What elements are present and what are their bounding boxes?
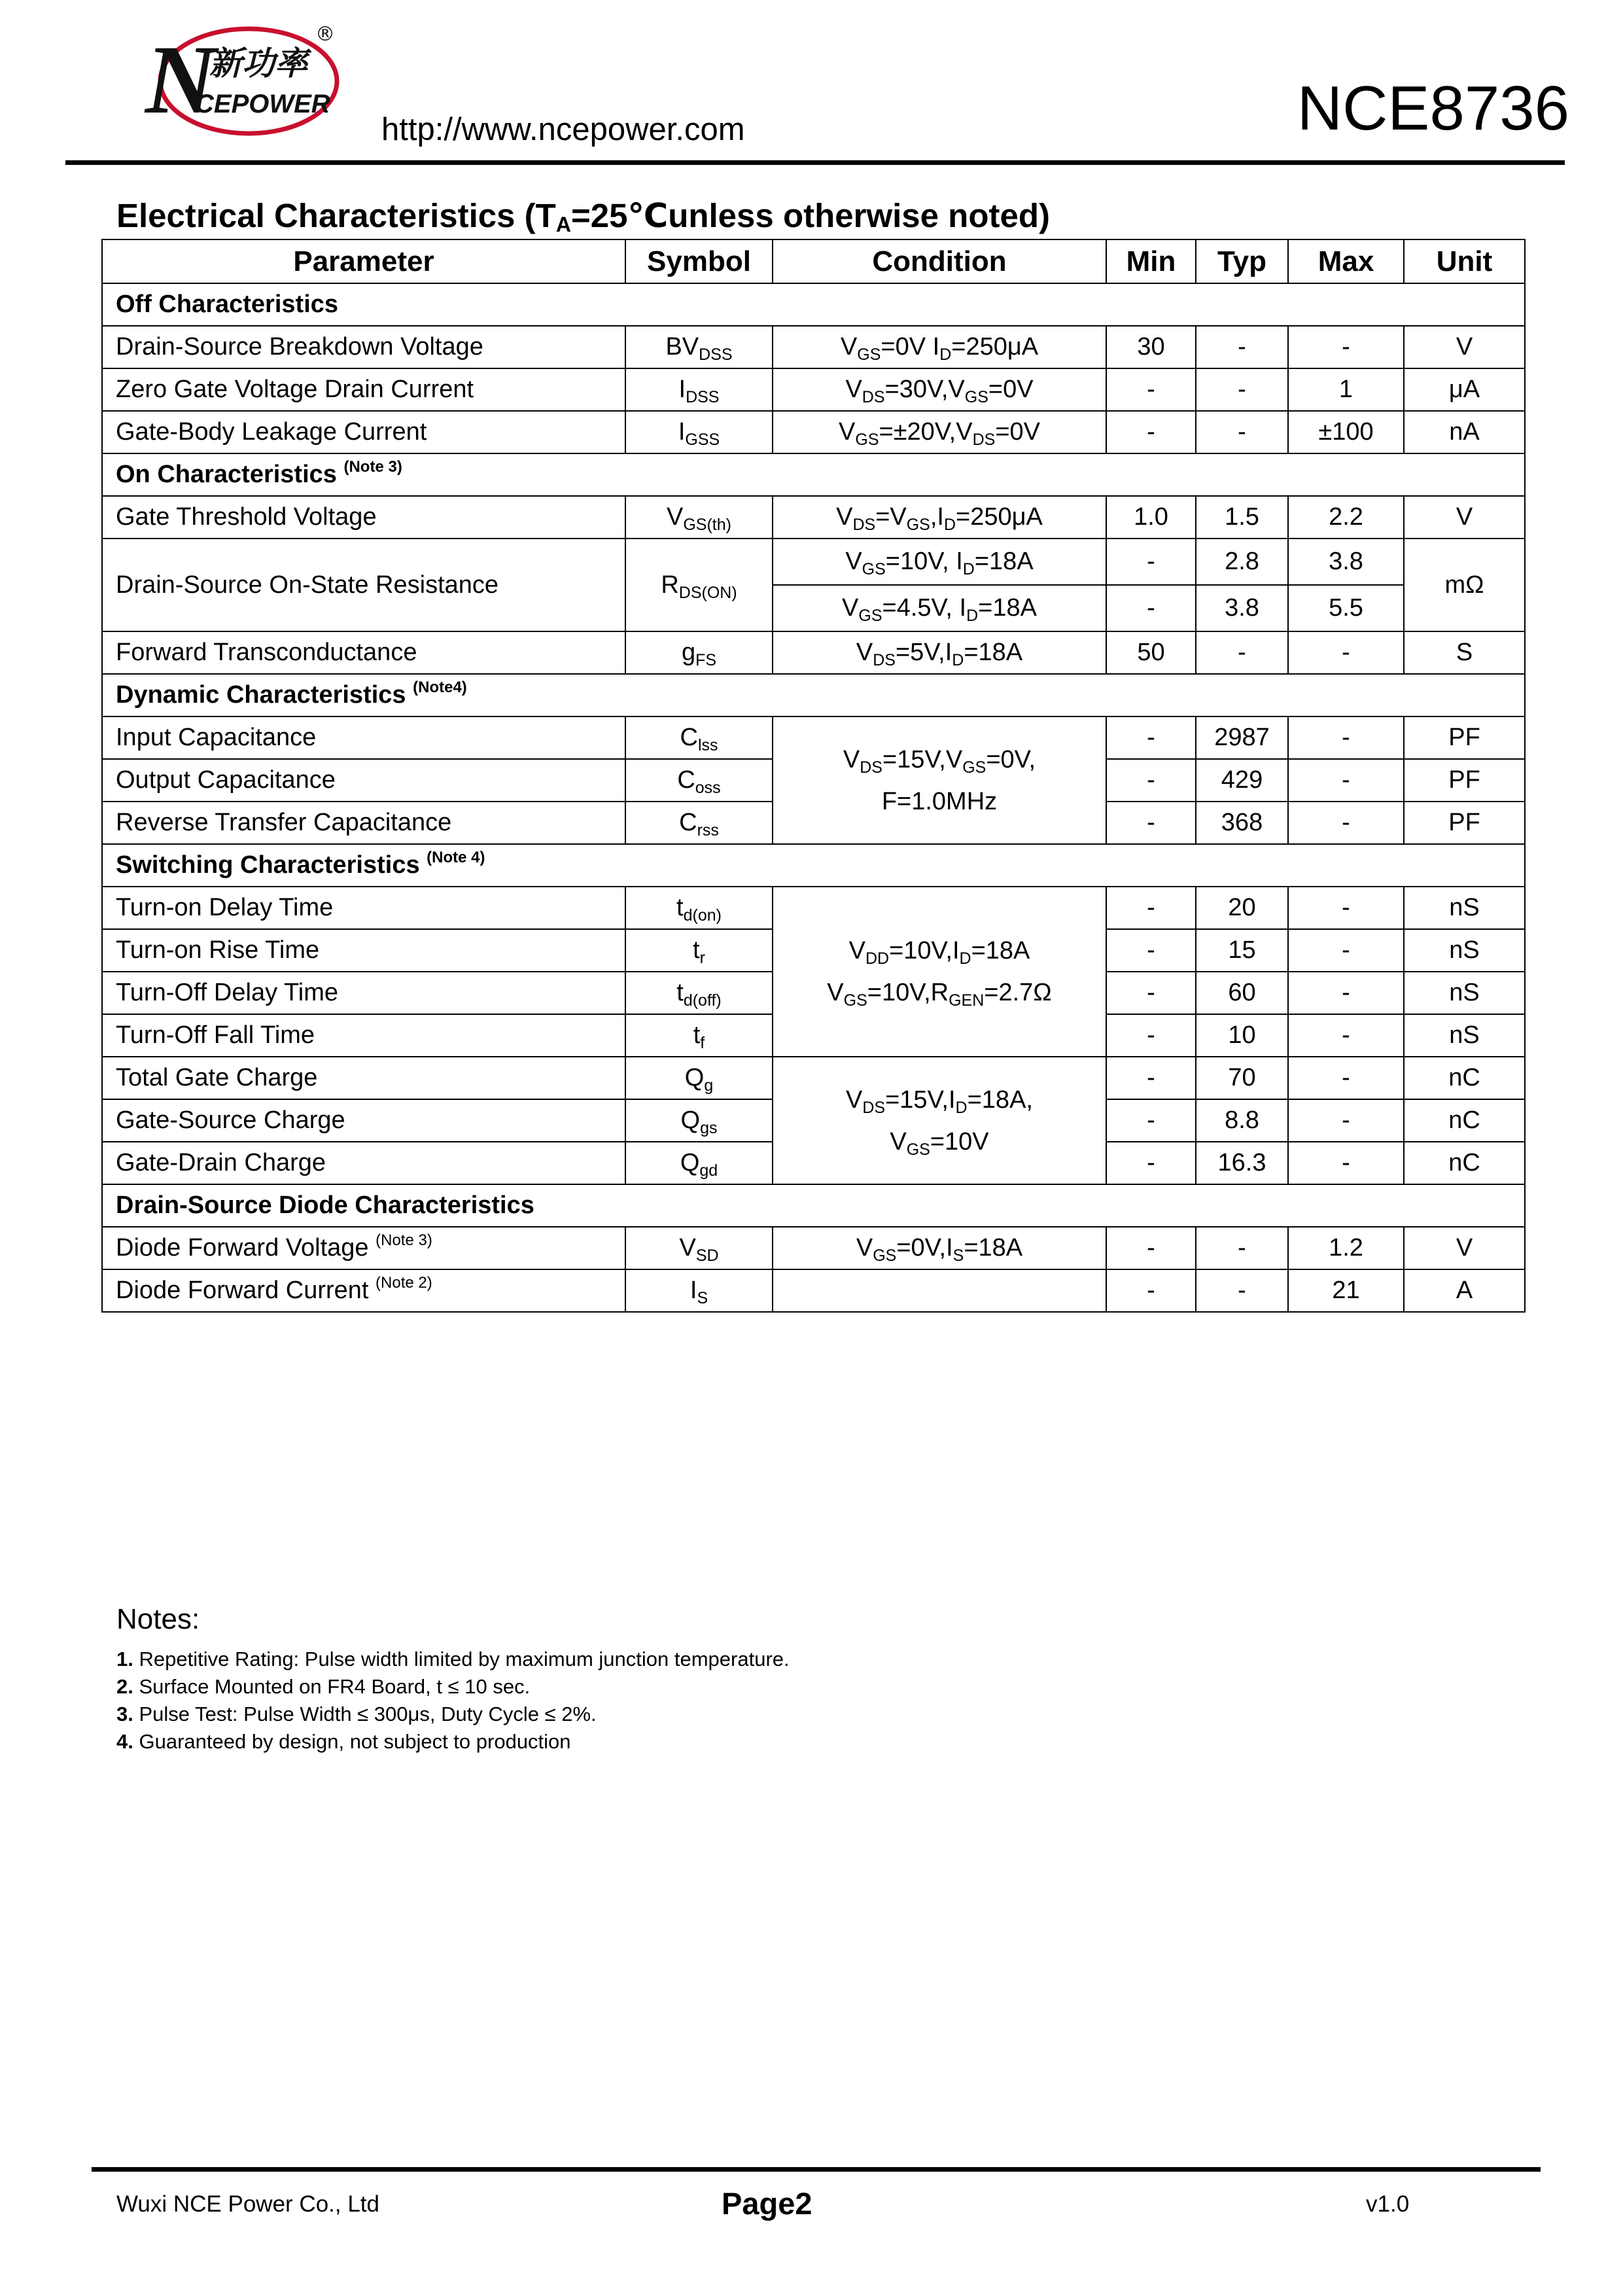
condition-cell: $V_{DS}=15V,V_{GS}=0V$, F=1.0MHz [773, 716, 1106, 844]
parameter-cell: Gate-Source Charge [102, 1099, 625, 1142]
max-cell: - [1288, 759, 1404, 802]
min-cell: 1.0 [1106, 496, 1196, 539]
min-cell: - [1106, 1227, 1196, 1269]
logo-chinese-text: 新功率 [209, 44, 307, 82]
max-cell: - [1288, 716, 1404, 759]
condition-cell [773, 1269, 1106, 1312]
registered-mark: ® [315, 23, 335, 46]
unit-cell: nA [1404, 411, 1525, 453]
max-cell: - [1288, 326, 1404, 368]
table-row [102, 1227, 1525, 1269]
parameter-cell: Reverse Transfer Capacitance [102, 802, 625, 844]
unit-cell: nS [1404, 972, 1525, 1014]
symbol-cell: $I_{GSS}$ [625, 411, 773, 453]
electrical-characteristics-table [101, 239, 1526, 1313]
footer-divider [92, 2167, 1541, 2172]
unit-cell: A [1404, 1269, 1525, 1312]
unit-cell: μA [1404, 368, 1525, 411]
max-cell: - [1288, 887, 1404, 929]
symbol-cell: $Q_{gs}$ [625, 1099, 773, 1142]
parameter-cell: Drain-Source Breakdown Voltage [102, 326, 625, 368]
symbol-cell: $t_{d(on)}$ [625, 887, 773, 929]
max-cell: - [1288, 802, 1404, 844]
symbol-cell: $R_{DS(ON)}$ [625, 539, 773, 631]
column-header: Min [1106, 239, 1196, 283]
parameter-cell: Turn-Off Delay Time [102, 972, 625, 1014]
table-row [102, 539, 1525, 585]
min-cell: - [1106, 972, 1196, 1014]
max-cell: - [1288, 1057, 1404, 1099]
unit-cell: PF [1404, 759, 1525, 802]
typ-cell: 15 [1196, 929, 1288, 972]
symbol-cell: $t_r$ [625, 929, 773, 972]
max-cell: 5.5 [1288, 585, 1404, 631]
min-cell: - [1106, 411, 1196, 453]
parameter-cell: Forward Transconductance [102, 631, 625, 674]
symbol-cell: $t_f$ [625, 1014, 773, 1057]
min-cell: 50 [1106, 631, 1196, 674]
min-cell: - [1106, 759, 1196, 802]
symbol-cell: $V_{GS(th)}$ [625, 496, 773, 539]
symbol-cell: $g_{FS}$ [625, 631, 773, 674]
typ-cell: 1.5 [1196, 496, 1288, 539]
unit-cell: nS [1404, 887, 1525, 929]
table-header-row [102, 239, 1525, 283]
parameter-cell: Gate-Body Leakage Current [102, 411, 625, 453]
column-header: Symbol [625, 239, 773, 283]
min-cell: - [1106, 585, 1196, 631]
max-cell: - [1288, 631, 1404, 674]
category-title: Dynamic Characteristics $^{(Note4)}$ [102, 674, 1525, 716]
unit-cell: V [1404, 326, 1525, 368]
unit-cell: nS [1404, 929, 1525, 972]
unit-cell: PF [1404, 802, 1525, 844]
max-cell: 21 [1288, 1269, 1404, 1312]
min-cell: - [1106, 539, 1196, 585]
condition-cell: $V_{GS}=4.5V$, $I_D=18A$ [773, 585, 1106, 631]
parameter-cell: Turn-on Delay Time [102, 887, 625, 929]
min-cell: - [1106, 1269, 1196, 1312]
max-cell: - [1288, 1142, 1404, 1184]
parameter-cell: Turn-on Rise Time [102, 929, 625, 972]
min-cell: - [1106, 1057, 1196, 1099]
table-row [102, 1057, 1525, 1099]
typ-cell: 8.8 [1196, 1099, 1288, 1142]
condition-cell: $V_{DS}=15V,I_D=18A$, $V_{GS}=10V$ [773, 1057, 1106, 1184]
unit-cell: nC [1404, 1099, 1525, 1142]
condition-cell: $V_{DS}=5V,I_D=18A$ [773, 631, 1106, 674]
typ-cell: - [1196, 326, 1288, 368]
column-header: Condition [773, 239, 1106, 283]
condition-cell: $V_{GS}=\pm 20V,V_{DS}=0V$ [773, 411, 1106, 453]
table-row [102, 326, 1525, 368]
section-title: Electrical Characteristics ($T_A=25℃unless$ otherwise noted) [116, 197, 1050, 236]
typ-cell: 70 [1196, 1057, 1288, 1099]
min-cell: - [1106, 1099, 1196, 1142]
category-row [102, 844, 1525, 887]
symbol-cell: $V_{SD}$ [625, 1227, 773, 1269]
condition-cell: $V_{GS}=10V$, $I_D=18A$ [773, 539, 1106, 585]
logo-english-text: CEPOWER [195, 90, 330, 118]
notes-title: Notes: [116, 1603, 200, 1635]
min-cell: - [1106, 887, 1196, 929]
unit-cell: S [1404, 631, 1525, 674]
min-cell: - [1106, 716, 1196, 759]
table-row [102, 1269, 1525, 1312]
note-item: 1. Repetitive Rating: Pulse width limited by maximum junction temperature. [116, 1648, 790, 1670]
typ-cell: 20 [1196, 887, 1288, 929]
typ-cell: - [1196, 631, 1288, 674]
min-cell: - [1106, 929, 1196, 972]
min-cell: - [1106, 802, 1196, 844]
parameter-cell: Gate Threshold Voltage [102, 496, 625, 539]
page-number: Page2 [722, 2186, 812, 2221]
typ-cell: 429 [1196, 759, 1288, 802]
condition-cell: $V_{DD}=10V,I_D=18A$ $V_{GS}=10V,R_{GEN}=2.7\Omega$ [773, 887, 1106, 1057]
note-item: 2. Surface Mounted on FR4 Board, t ≤ 10 sec. [116, 1675, 531, 1698]
unit-cell: nS [1404, 1014, 1525, 1057]
unit-cell: PF [1404, 716, 1525, 759]
table-row [102, 496, 1525, 539]
min-cell: - [1106, 1014, 1196, 1057]
symbol-cell: $Q_{gd}$ [625, 1142, 773, 1184]
symbol-cell: $t_{d(off)}$ [625, 972, 773, 1014]
condition-cell: $V_{DS}=V_{GS},I_D=250\mu A$ [773, 496, 1106, 539]
category-row [102, 674, 1525, 716]
symbol-cell: $I_S$ [625, 1269, 773, 1312]
max-cell: - [1288, 972, 1404, 1014]
category-row [102, 1184, 1525, 1227]
parameter-cell: Diode Forward Voltage $^{(Note 3)}$ [102, 1227, 625, 1269]
parameter-cell: Zero Gate Voltage Drain Current [102, 368, 625, 411]
parameter-cell: Turn-Off Fall Time [102, 1014, 625, 1057]
category-title: On Characteristics $^{(Note 3)}$ [102, 453, 1525, 496]
typ-cell: 16.3 [1196, 1142, 1288, 1184]
category-title: Off Characteristics [102, 283, 1525, 326]
typ-cell: - [1196, 1269, 1288, 1312]
max-cell: 1 [1288, 368, 1404, 411]
min-cell: 30 [1106, 326, 1196, 368]
column-header: Typ [1196, 239, 1288, 283]
table-row [102, 716, 1525, 759]
column-header: Max [1288, 239, 1404, 283]
table-row [102, 368, 1525, 411]
category-title: Drain-Source Diode Characteristics [102, 1184, 1525, 1227]
parameter-cell: Gate-Drain Charge [102, 1142, 625, 1184]
max-cell: ±100 [1288, 411, 1404, 453]
max-cell: 2.2 [1288, 496, 1404, 539]
typ-cell: 368 [1196, 802, 1288, 844]
table-row [102, 411, 1525, 453]
table-row [102, 887, 1525, 929]
unit-cell: V [1404, 1227, 1525, 1269]
note-item: 4. Guaranteed by design, not subject to production [116, 1730, 571, 1753]
typ-cell: 10 [1196, 1014, 1288, 1057]
max-cell: 3.8 [1288, 539, 1404, 585]
parameter-cell: Input Capacitance [102, 716, 625, 759]
symbol-cell: $BV_{DSS}$ [625, 326, 773, 368]
document-version: v1.0 [1366, 2191, 1410, 2217]
category-row [102, 453, 1525, 496]
max-cell: 1.2 [1288, 1227, 1404, 1269]
condition-cell: $V_{GS}=0V,I_S=18A$ [773, 1227, 1106, 1269]
parameter-cell: Output Capacitance [102, 759, 625, 802]
category-row [102, 283, 1525, 326]
unit-cell: nC [1404, 1057, 1525, 1099]
column-header: Parameter [102, 239, 625, 283]
min-cell: - [1106, 1142, 1196, 1184]
symbol-cell: $C_{rss}$ [625, 802, 773, 844]
category-title: Switching Characteristics $^{(Note 4)}$ [102, 844, 1525, 887]
condition-cell: $V_{DS}=30V,V_{GS}=0V$ [773, 368, 1106, 411]
symbol-cell: $I_{DSS}$ [625, 368, 773, 411]
typ-cell: - [1196, 1227, 1288, 1269]
symbol-cell: $C_{lss}$ [625, 716, 773, 759]
notes-list [116, 1646, 790, 1756]
parameter-cell: Total Gate Charge [102, 1057, 625, 1099]
header-divider [65, 160, 1565, 165]
unit-cell: mΩ [1404, 539, 1525, 631]
unit-cell: V [1404, 496, 1525, 539]
table-row [102, 631, 1525, 674]
company-name: Wuxi NCE Power Co., Ltd [116, 2191, 379, 2217]
max-cell: - [1288, 929, 1404, 972]
typ-cell: 2.8 [1196, 539, 1288, 585]
company-logo [137, 14, 340, 145]
parameter-cell: Drain-Source On-State Resistance [102, 539, 625, 631]
parameter-cell: Diode Forward Current $^{(Note 2)}$ [102, 1269, 625, 1312]
min-cell: - [1106, 368, 1196, 411]
symbol-cell: $C_{oss}$ [625, 759, 773, 802]
condition-cell: $V_{GS}=0V$ $I_D=250\mu A$ [773, 326, 1106, 368]
max-cell: - [1288, 1099, 1404, 1142]
typ-cell: - [1196, 411, 1288, 453]
typ-cell: 2987 [1196, 716, 1288, 759]
symbol-cell: $Q_g$ [625, 1057, 773, 1099]
note-item: 3. Pulse Test: Pulse Width ≤ 300μs, Duty Cycle ≤ 2%. [116, 1703, 597, 1725]
part-number: NCE8736 [1297, 73, 1569, 143]
max-cell: - [1288, 1014, 1404, 1057]
typ-cell: 60 [1196, 972, 1288, 1014]
website-url[interactable]: http://www.ncepower.com [381, 112, 745, 147]
column-header: Unit [1404, 239, 1525, 283]
typ-cell: 3.8 [1196, 585, 1288, 631]
typ-cell: - [1196, 368, 1288, 411]
logo-letter: N [145, 26, 217, 134]
unit-cell: nC [1404, 1142, 1525, 1184]
